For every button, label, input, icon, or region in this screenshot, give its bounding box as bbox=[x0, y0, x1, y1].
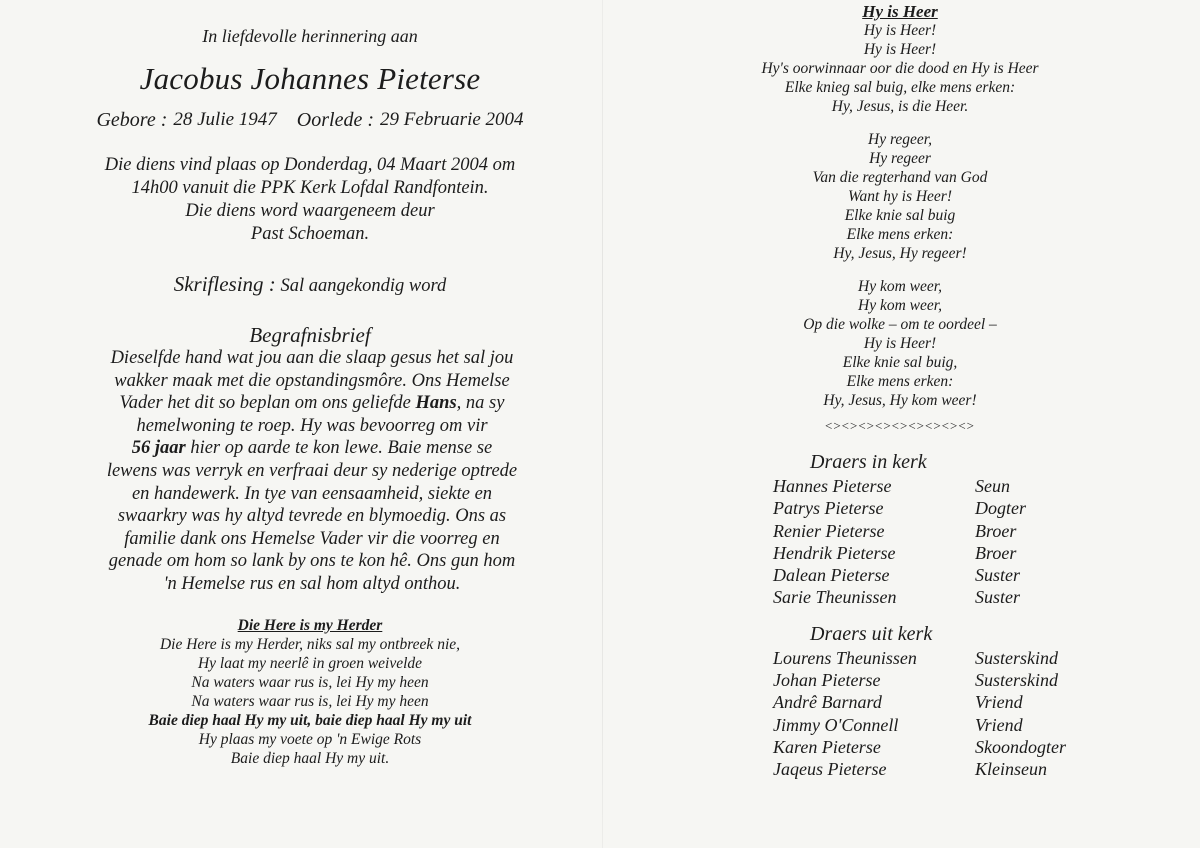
deceased-name: Jacobus Johannes Pieterse bbox=[139, 61, 481, 96]
bearer-relation: Broer bbox=[975, 520, 1017, 541]
psalm bbox=[60, 616, 560, 768]
letter-line bbox=[82, 437, 542, 460]
bearer-name: Johan Pieterse bbox=[773, 670, 881, 691]
hymn-line: Elke knie sal buig bbox=[844, 207, 956, 224]
service-line: Die diens vind plaas op Donderdag, 04 Maart 2004 om bbox=[104, 155, 516, 175]
letter-line: wakker maak met die opstandingsmôre. Ons Hemelse bbox=[114, 370, 510, 391]
letter-line: 'n Hemelse rus en sal hom altyd onthou. bbox=[163, 573, 461, 594]
hymn-line: Hy is Heer! bbox=[863, 335, 937, 352]
bearer-relation: Suster bbox=[975, 565, 1020, 586]
bearer-relation: Kleinseun bbox=[975, 759, 1047, 780]
hymn-line: Op die wolke – om te oordeel – bbox=[803, 316, 997, 333]
bearer-relation: Susterskind bbox=[975, 670, 1058, 691]
bearer-name: Lourens Theunissen bbox=[773, 647, 917, 668]
letter-line: en handewerk. In tye van eensaamheid, siekte en bbox=[131, 483, 493, 504]
bearer-name: Dalean Pieterse bbox=[773, 565, 890, 586]
hymn-line: Hy's oorwinnaar oor die dood en Hy is Heer bbox=[761, 60, 1039, 77]
hymn-line: Hy kom weer, bbox=[858, 278, 942, 295]
hymn-line: Hy, Jesus, Hy regeer! bbox=[833, 245, 967, 262]
died-label: Oorlede : bbox=[296, 109, 374, 131]
table-row bbox=[773, 564, 1026, 586]
born-label: Gebore : bbox=[96, 109, 168, 131]
hymn-title: Hy is Heer bbox=[862, 2, 938, 21]
hymn-line: Elke knie sal buig, bbox=[842, 354, 958, 371]
bearer-name: Karen Pieterse bbox=[773, 736, 881, 757]
letter-line: hemelwoning te roep. Hy was bevoorreg om vir bbox=[136, 415, 488, 436]
funeral-letter bbox=[82, 347, 542, 596]
psalm-line: Na waters waar rus is, lei Hy my heen bbox=[191, 673, 429, 691]
bearer-name: Patrys Pieterse bbox=[773, 498, 884, 519]
letter-text: hier op aarde te kon lewe. Baie mense se bbox=[185, 438, 493, 459]
service-line: Past Schoeman. bbox=[250, 224, 370, 244]
bearers-in-table bbox=[773, 475, 1026, 609]
table-row bbox=[773, 520, 1026, 542]
bearer-relation: Dogter bbox=[975, 498, 1026, 519]
scripture-reading bbox=[60, 272, 560, 297]
nickname: Hans bbox=[415, 393, 457, 414]
bearer-relation: Broer bbox=[975, 542, 1017, 563]
bearers-in-heading: Draers in kerk bbox=[810, 451, 927, 473]
bearer-relation: Skoondogter bbox=[975, 736, 1066, 757]
bearer-name: Hendrik Pieterse bbox=[773, 542, 896, 563]
letter-line: lewens was verryk en verfraai deur sy nederige optrede bbox=[106, 460, 518, 481]
died-date: 29 Februarie 2004 bbox=[380, 109, 524, 130]
table-row bbox=[773, 497, 1026, 519]
hymn-line: Hy is Heer! bbox=[863, 22, 937, 39]
hymn-line: Elke mens erken: bbox=[846, 226, 954, 243]
letter-line: Dieselfde hand wat jou aan die slaap gesus het sal jou bbox=[110, 348, 514, 368]
service-line: Die diens word waargeneem deur bbox=[185, 201, 435, 221]
psalm-line: Na waters waar rus is, lei Hy my heen bbox=[191, 692, 429, 710]
bearer-relation: Suster bbox=[975, 587, 1020, 608]
reading-label: Skriflesing : bbox=[173, 272, 276, 296]
table-row bbox=[773, 475, 1026, 497]
bearer-relation: Susterskind bbox=[975, 647, 1058, 668]
psalm-line: Baie diep haal Hy my uit, baie diep haal Hy my uit bbox=[148, 711, 472, 729]
table-row bbox=[773, 647, 1066, 669]
bearer-name: Jaqeus Pieterse bbox=[773, 759, 887, 780]
bearers-out-heading: Draers uit kerk bbox=[810, 622, 933, 645]
hymn bbox=[650, 2, 1150, 435]
bearer-relation: Vriend bbox=[975, 692, 1023, 713]
hymn-line: Elke mens erken: bbox=[846, 373, 954, 390]
table-row bbox=[773, 758, 1066, 780]
hymn-line: Elke knieg sal buig, elke mens erken: bbox=[784, 79, 1016, 96]
bearer-name: Renier Pieterse bbox=[773, 520, 885, 541]
bearer-name: Hannes Pieterse bbox=[773, 476, 892, 496]
letter-line: genade om hom so lank by ons te kon hê. Ons gun hom bbox=[108, 551, 516, 572]
table-row bbox=[773, 669, 1066, 691]
psalm-line: Hy plaas my voete op 'n Ewige Rots bbox=[198, 730, 422, 748]
letter-text: , na sy bbox=[456, 393, 505, 414]
hymn-stanza bbox=[650, 130, 1150, 263]
letter-text: Vader het dit so beplan om ons geliefde bbox=[119, 393, 416, 414]
diamond-divider: <><><><><><><><><> bbox=[825, 418, 975, 433]
hymn-line: Hy kom weer, bbox=[858, 297, 942, 314]
hymn-line: Hy, Jesus, Hy kom weer! bbox=[823, 392, 977, 409]
hymn-line: Hy regeer, bbox=[868, 131, 932, 148]
service-line: 14h00 vanuit die PPK Kerk Lofdal Randfontein. bbox=[131, 178, 489, 198]
left-panel bbox=[60, 22, 560, 768]
hymn-stanza bbox=[650, 277, 1150, 410]
table-row bbox=[773, 542, 1026, 564]
table-row bbox=[773, 714, 1066, 736]
table-row bbox=[773, 586, 1026, 608]
right-panel bbox=[650, 0, 1150, 781]
fold-line bbox=[602, 0, 603, 848]
hymn-line: Hy is Heer! bbox=[863, 41, 937, 58]
table-row bbox=[773, 736, 1066, 758]
reading-text: Sal aangekondig word bbox=[280, 276, 447, 296]
hymn-stanza bbox=[650, 21, 1150, 116]
bearers-out-table bbox=[773, 647, 1066, 781]
hymn-line: Van die regterhand van God bbox=[812, 169, 988, 186]
intro-line: In liefdevolle herinnering aan bbox=[202, 26, 418, 46]
letter-line bbox=[82, 392, 542, 415]
bearer-name: Jimmy O'Connell bbox=[773, 714, 899, 735]
psalm-line: Baie diep haal Hy my uit. bbox=[230, 749, 390, 767]
dates-line bbox=[60, 109, 560, 132]
age: 56 jaar bbox=[131, 438, 186, 459]
psalm-line: Hy laat my neerlê in groen weivelde bbox=[197, 654, 423, 672]
letter-heading: Begrafnisbrief bbox=[249, 323, 371, 347]
service-details bbox=[60, 154, 560, 246]
bearer-name: Sarie Theunissen bbox=[773, 587, 897, 608]
hymn-line: Want hy is Heer! bbox=[847, 188, 953, 205]
bearer-relation: Vriend bbox=[975, 714, 1023, 735]
bearer-relation: Seun bbox=[975, 476, 1010, 496]
letter-line: swaarkry was hy altyd tevrede en blymoedig. Ons as bbox=[117, 506, 507, 527]
psalm-title: Die Here is my Herder bbox=[237, 616, 383, 634]
hymn-line: Hy, Jesus, is die Heer. bbox=[831, 98, 969, 115]
psalm-line: Die Here is my Herder, niks sal my ontbreek nie, bbox=[159, 635, 461, 653]
hymn-line: Hy regeer bbox=[869, 150, 931, 167]
letter-line: familie dank ons Hemelse Vader vir die voorreg en bbox=[124, 528, 500, 549]
table-row bbox=[773, 691, 1066, 713]
born-date: 28 Julie 1947 bbox=[173, 109, 277, 130]
bearer-name: Andrê Barnard bbox=[773, 692, 882, 713]
